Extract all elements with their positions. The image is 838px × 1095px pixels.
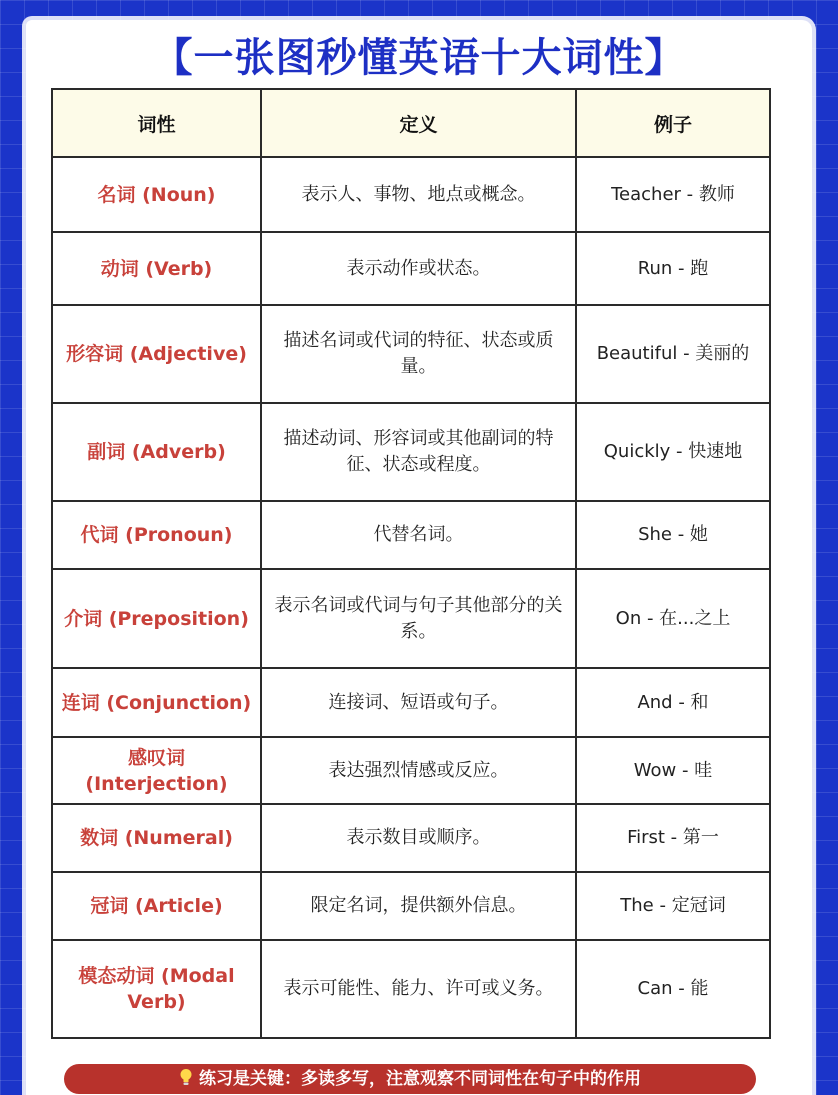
table-header-row	[52, 89, 770, 157]
pos-example: Wow - 哇	[576, 737, 770, 804]
tip-text: 练习是关键：多读多写，注意观察不同词性在句子中的作用	[199, 1069, 641, 1089]
pos-definition: 表示人、事物、地点或概念。	[261, 157, 576, 232]
pos-name: 代词 (Pronoun)	[52, 501, 261, 569]
pos-example: She - 她	[576, 501, 770, 569]
pos-definition: 表示名词或代词与句子其他部分的关系。	[261, 569, 576, 668]
pos-example: Can - 能	[576, 940, 770, 1038]
pos-name: 动词 (Verb)	[52, 232, 261, 305]
tip-banner	[64, 1064, 756, 1094]
pos-name: 冠词 (Article)	[52, 872, 261, 940]
pos-example: And - 和	[576, 668, 770, 737]
pos-name: 名词 (Noun)	[52, 157, 261, 232]
table-row	[52, 232, 770, 305]
pos-definition: 表示可能性、能力、许可或义务。	[261, 940, 576, 1038]
pos-name: 感叹词 (Interjection)	[52, 737, 261, 804]
lightbulb-icon	[179, 1064, 193, 1094]
pos-definition: 描述动词、形容词或其他副词的特征、状态或程度。	[261, 403, 576, 501]
pos-example: Teacher - 教师	[576, 157, 770, 232]
table-row	[52, 501, 770, 569]
pos-definition: 表示数目或顺序。	[261, 804, 576, 872]
table-row	[52, 569, 770, 668]
pos-example: First - 第一	[576, 804, 770, 872]
pos-definition: 表达强烈情感或反应。	[261, 737, 576, 804]
pos-example: Quickly - 快速地	[576, 403, 770, 501]
table-row	[52, 737, 770, 804]
table-row	[52, 305, 770, 403]
table-row	[52, 940, 770, 1038]
pos-definition: 限定名词，提供额外信息。	[261, 872, 576, 940]
table-row	[52, 872, 770, 940]
table-row	[52, 157, 770, 232]
pos-name: 介词 (Preposition)	[52, 569, 261, 668]
table-row	[52, 668, 770, 737]
header-pos: 词性	[52, 89, 261, 157]
pos-example: Beautiful - 美丽的	[576, 305, 770, 403]
pos-definition: 代替名词。	[261, 501, 576, 569]
pos-definition: 表示动作或状态。	[261, 232, 576, 305]
page-title: 【一张图秒懂英语十大词性】	[152, 35, 686, 81]
pos-name: 数词 (Numeral)	[52, 804, 261, 872]
pos-definition: 连接词、短语或句子。	[261, 668, 576, 737]
table-row	[52, 804, 770, 872]
header-definition: 定义	[261, 89, 576, 157]
pos-name: 模态动词 (Modal Verb)	[52, 940, 261, 1038]
table-row	[52, 403, 770, 501]
pos-example: The - 定冠词	[576, 872, 770, 940]
pos-name: 连词 (Conjunction)	[52, 668, 261, 737]
pos-name: 形容词 (Adjective)	[52, 305, 261, 403]
parts-of-speech-table	[51, 88, 771, 1039]
pos-definition: 描述名词或代词的特征、状态或质量。	[261, 305, 576, 403]
pos-name: 副词 (Adverb)	[52, 403, 261, 501]
pos-example: On - 在...之上	[576, 569, 770, 668]
pos-example: Run - 跑	[576, 232, 770, 305]
header-example: 例子	[576, 89, 770, 157]
